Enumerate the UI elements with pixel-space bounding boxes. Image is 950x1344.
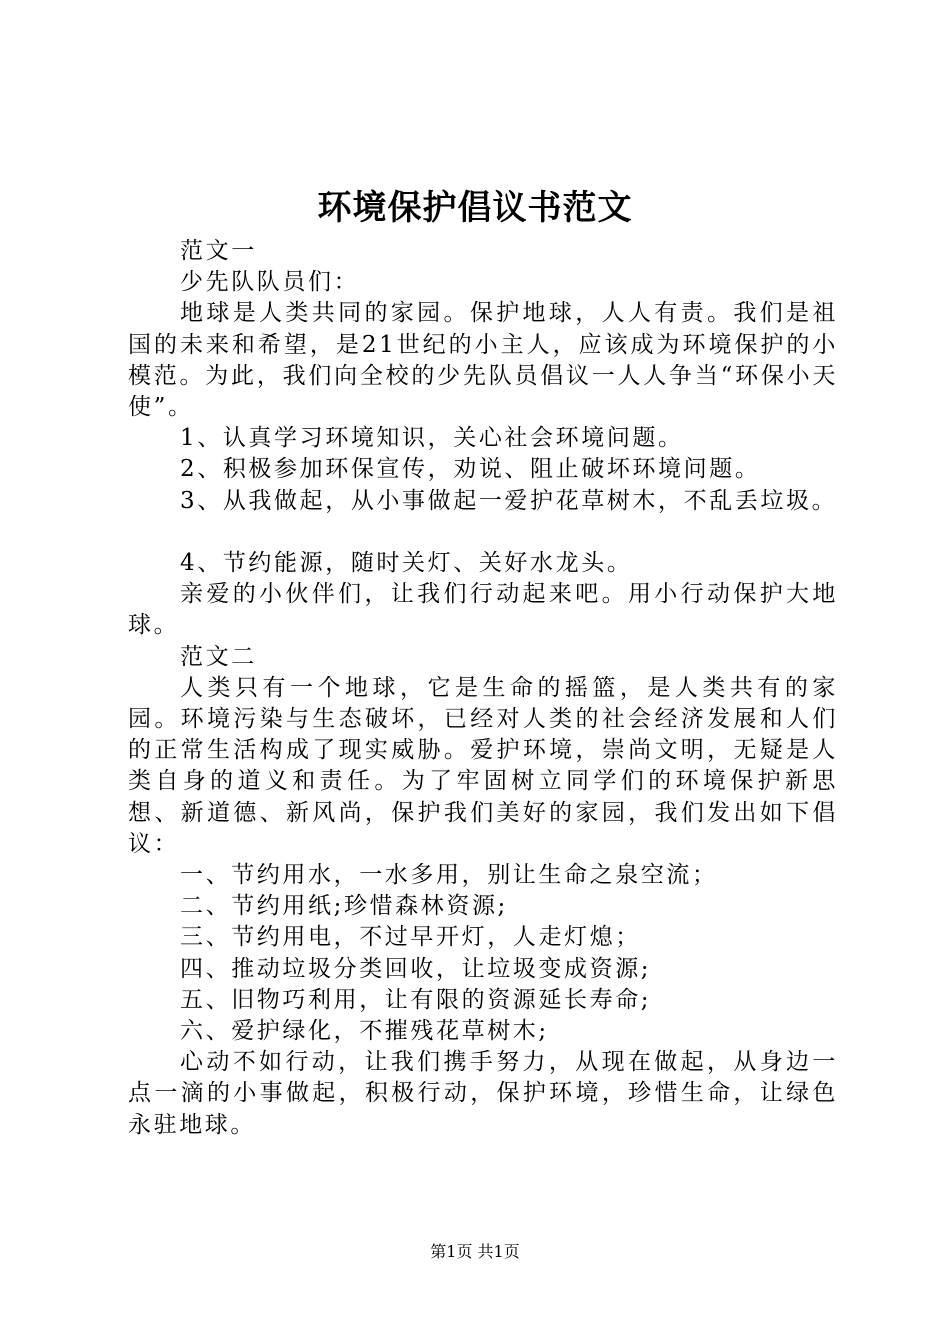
list-item: 五、旧物巧利用，让有限的资源延长寿命; [180, 986, 652, 1013]
page-footer: 第1页 共1页 [430, 1242, 520, 1261]
paragraph: 人类只有一个地球，它是生命的摇篮，是人类共有的家园。环境污染与生态破坏，已经对人类的社会经济发展和人们的正常生活构成了现实威胁。爱护环境，崇尚文明，无疑是人类自身的道义和责任。为了牢固树立同学们的环境保护新思想、新道德、新风尚，保护我们美好的家园，我们发出如下倡议： [128, 674, 838, 857]
list-item: 3、从我做起，从小事做起一爱护花草树木，不乱丢垃圾。 [180, 487, 838, 514]
list-item: 4、节约能源，随时关灯、关好水龙头。 [180, 550, 633, 577]
paragraph: 地球是人类共同的家园。保护地球，人人有责。我们是祖国的未来和希望，是21世纪的小主人，应该成为环境保护的小模范。为此，我们向全校的少先队员倡议一人人争当“环保小天使”。 [128, 300, 838, 421]
paragraph: 心动不如行动，让我们携手努力，从现在做起，从身边一点一滴的小事做起，积极行动，保护环境，珍惜生命，让绿色永驻地球。 [128, 1049, 838, 1138]
list-item: 六、爱护绿化，不摧残花草树木; [180, 1018, 549, 1045]
document-body [128, 236, 838, 1141]
list-item: 1、认真学习环境知识，关心社会环境问题。 [180, 425, 684, 452]
list-item: 2、积极参加环保宣传，劝说、阻止破坏环境问题。 [180, 456, 761, 483]
list-item: 二、节约用纸;珍惜森林资源; [180, 893, 508, 920]
list-item: 一、节约用水，一水多用，别让生命之泉空流； [180, 862, 718, 889]
section-heading-2: 范文二 [180, 643, 257, 670]
list-item: 四、推动垃圾分类回收，让垃圾变成资源; [180, 955, 652, 982]
salutation: 少先队队员们： [180, 269, 360, 296]
list-item: 三、节约用电，不过早开灯，人走灯熄； [180, 924, 641, 951]
section-heading-1: 范文一 [180, 238, 257, 264]
paragraph: 亲爱的小伙伴们，让我们行动起来吧。用小行动保护大地球。 [128, 581, 838, 639]
blank-line [128, 517, 838, 548]
document-title: 环境保护倡议书范文 [317, 188, 633, 228]
